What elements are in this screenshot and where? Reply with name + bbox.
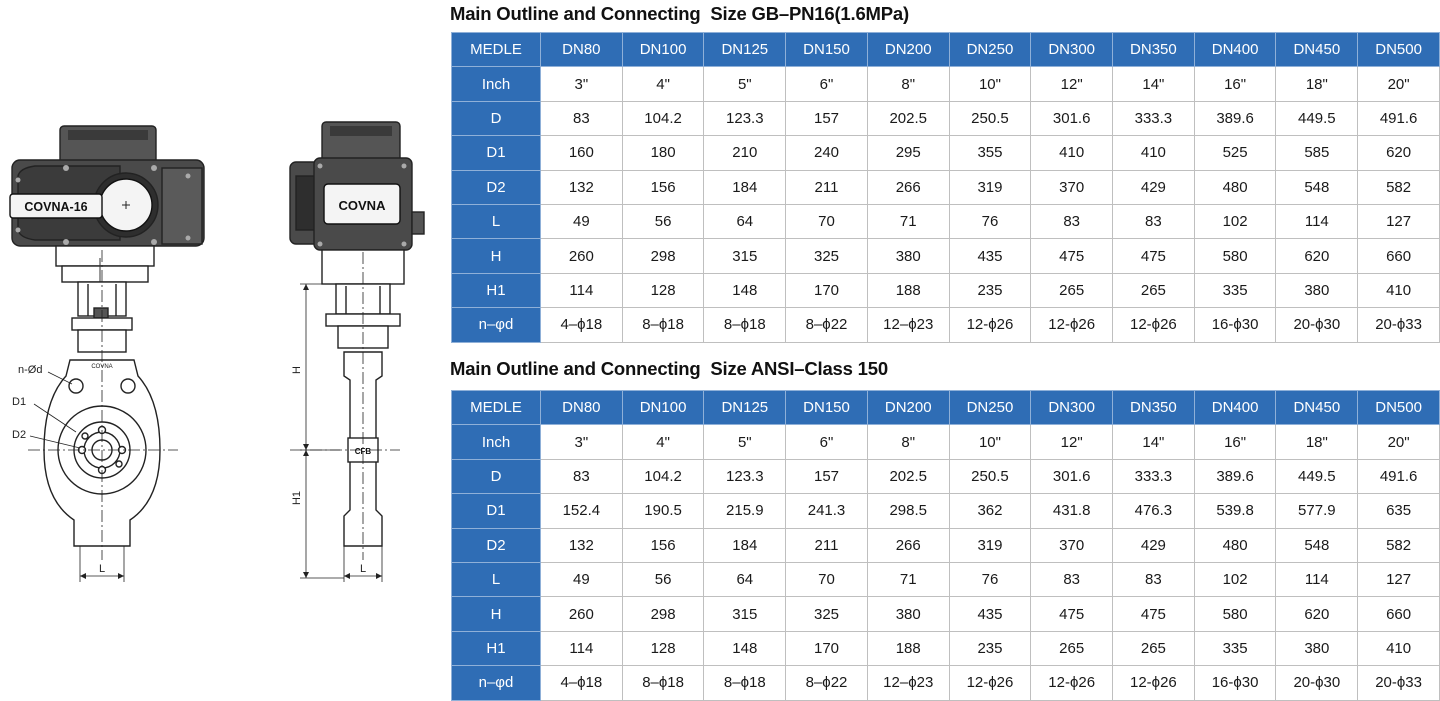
- table-cell: 114: [1276, 562, 1358, 596]
- table-cell: 8–ϕ22: [786, 308, 868, 342]
- table-cell: 12-ϕ26: [1113, 308, 1195, 342]
- table-cell: 389.6: [1194, 459, 1276, 493]
- table-cell: 104.2: [622, 459, 704, 493]
- row-label: D1: [452, 136, 541, 170]
- column-header: DN250: [949, 33, 1031, 67]
- table-row: [452, 666, 1440, 700]
- table-cell: 128: [622, 631, 704, 665]
- side-plate-text: COVNA: [338, 198, 386, 213]
- table-cell: 325: [786, 239, 868, 273]
- table-cell: 265: [1113, 631, 1195, 665]
- table-corner-cell: MEDLE: [452, 33, 541, 67]
- table-cell: 580: [1194, 239, 1276, 273]
- table-cell: 157: [786, 101, 868, 135]
- table-cell: 10": [949, 425, 1031, 459]
- table-cell: 585: [1276, 136, 1358, 170]
- table-cell: 260: [541, 597, 623, 631]
- table-cell: 16-ϕ30: [1194, 666, 1276, 700]
- table-cell: 480: [1194, 528, 1276, 562]
- label-d1: D1: [12, 396, 27, 408]
- table-cell: 132: [541, 528, 623, 562]
- table-cell: 577.9: [1276, 494, 1358, 528]
- table-cell: 184: [704, 528, 786, 562]
- table-cell: 525: [1194, 136, 1276, 170]
- table-cell: 429: [1113, 528, 1195, 562]
- table-cell: 70: [786, 562, 868, 596]
- table-cell: 114: [541, 273, 623, 307]
- table-cell: 370: [1031, 528, 1113, 562]
- table-cell: 16": [1194, 67, 1276, 101]
- table-cell: 170: [786, 273, 868, 307]
- table-cell: 301.6: [1031, 101, 1113, 135]
- table-cell: 476.3: [1113, 494, 1195, 528]
- table-cell: 475: [1031, 597, 1113, 631]
- table-cell: 184: [704, 170, 786, 204]
- table-cell: 12": [1031, 425, 1113, 459]
- table-cell: 435: [949, 597, 1031, 631]
- table-cell: 20-ϕ33: [1358, 308, 1440, 342]
- column-header: DN400: [1194, 391, 1276, 425]
- table-cell: 491.6: [1358, 459, 1440, 493]
- table-cell: 4–ϕ18: [541, 308, 623, 342]
- table-row: [452, 597, 1440, 631]
- table-cell: 202.5: [867, 101, 949, 135]
- table-cell: 102: [1194, 204, 1276, 238]
- table-cell: 12–ϕ23: [867, 666, 949, 700]
- table-cell: 3": [541, 67, 623, 101]
- column-header: DN400: [1194, 33, 1276, 67]
- valve-drawings: [0, 0, 445, 700]
- table-cell: 266: [867, 528, 949, 562]
- table-row: [452, 528, 1440, 562]
- table-cell: 104.2: [622, 101, 704, 135]
- column-header: DN250: [949, 391, 1031, 425]
- table-cell: 660: [1358, 239, 1440, 273]
- table-cell: 548: [1276, 170, 1358, 204]
- table-cell: 235: [949, 631, 1031, 665]
- table-row: [452, 67, 1440, 101]
- table-cell: 3": [541, 425, 623, 459]
- table-cell: 83: [1113, 204, 1195, 238]
- column-header: DN80: [541, 33, 623, 67]
- table-cell: 380: [1276, 631, 1358, 665]
- table-cell: 8–ϕ18: [704, 308, 786, 342]
- table-cell: 6": [786, 425, 868, 459]
- column-header: DN450: [1276, 391, 1358, 425]
- table-cell: 20-ϕ30: [1276, 666, 1358, 700]
- table-title-ansi: Main Outline and Connecting Size ANSI–Class 150: [450, 358, 888, 379]
- table-row: [452, 562, 1440, 596]
- table-cell: 188: [867, 631, 949, 665]
- table-cell: 301.6: [1031, 459, 1113, 493]
- table-cell: 250.5: [949, 459, 1031, 493]
- table-cell: 18": [1276, 425, 1358, 459]
- table-header-row: [452, 391, 1440, 425]
- table-cell: 333.3: [1113, 459, 1195, 493]
- column-header: DN200: [867, 33, 949, 67]
- table-cell: 5": [704, 67, 786, 101]
- table-cell: 491.6: [1358, 101, 1440, 135]
- table-cell: 14": [1113, 425, 1195, 459]
- table-cell: 250.5: [949, 101, 1031, 135]
- column-header: DN150: [786, 391, 868, 425]
- table-cell: 83: [1113, 562, 1195, 596]
- row-label: D2: [452, 528, 541, 562]
- table-cell: 127: [1358, 562, 1440, 596]
- table-cell: 12": [1031, 67, 1113, 101]
- table-cell: 83: [541, 459, 623, 493]
- label-h: H: [291, 366, 303, 374]
- table-cell: 265: [1031, 273, 1113, 307]
- table-cell: 435: [949, 239, 1031, 273]
- row-label: H1: [452, 273, 541, 307]
- table-cell: 4": [622, 425, 704, 459]
- table-row: [452, 239, 1440, 273]
- table-cell: 582: [1358, 528, 1440, 562]
- table-cell: 56: [622, 562, 704, 596]
- table-cell: 580: [1194, 597, 1276, 631]
- row-label: H: [452, 597, 541, 631]
- table-cell: 83: [541, 101, 623, 135]
- table-cell: 132: [541, 170, 623, 204]
- table-cell: 298.5: [867, 494, 949, 528]
- column-header: DN100: [622, 391, 704, 425]
- column-header: DN350: [1113, 33, 1195, 67]
- table-cell: 449.5: [1276, 459, 1358, 493]
- row-label: Inch: [452, 425, 541, 459]
- table-cell: 14": [1113, 67, 1195, 101]
- table-cell: 240: [786, 136, 868, 170]
- table-cell: 211: [786, 170, 868, 204]
- table-cell: 335: [1194, 273, 1276, 307]
- table-cell: 8": [867, 67, 949, 101]
- table-cell: 157: [786, 459, 868, 493]
- table-cell: 71: [867, 562, 949, 596]
- column-header: DN300: [1031, 33, 1113, 67]
- table-row: [452, 308, 1440, 342]
- table-cell: 20-ϕ33: [1358, 666, 1440, 700]
- table-cell: 548: [1276, 528, 1358, 562]
- table-cell: 56: [622, 204, 704, 238]
- table-cell: 475: [1113, 239, 1195, 273]
- table-cell: 410: [1358, 273, 1440, 307]
- table-cell: 202.5: [867, 459, 949, 493]
- table-cell: 127: [1358, 204, 1440, 238]
- table-cell: 10": [949, 67, 1031, 101]
- table-cell: 295: [867, 136, 949, 170]
- table-cell: 380: [867, 597, 949, 631]
- label-d2: D2: [12, 429, 27, 441]
- table-cell: 12-ϕ26: [949, 308, 1031, 342]
- table-cell: 620: [1276, 597, 1358, 631]
- table-cell: 265: [1113, 273, 1195, 307]
- front-view-drawing: [10, 126, 204, 582]
- table-cell: 266: [867, 170, 949, 204]
- table-cell: 160: [541, 136, 623, 170]
- table-cell: 71: [867, 204, 949, 238]
- table-cell: 325: [786, 597, 868, 631]
- table-cell: 8–ϕ22: [786, 666, 868, 700]
- table-cell: 156: [622, 528, 704, 562]
- table-cell: 49: [541, 562, 623, 596]
- table-cell: 4–ϕ18: [541, 666, 623, 700]
- table-cell: 635: [1358, 494, 1440, 528]
- table-row: [452, 101, 1440, 135]
- table-cell: 539.8: [1194, 494, 1276, 528]
- body-mark-front: COVNA: [91, 364, 113, 370]
- table-cell: 49: [541, 204, 623, 238]
- label-l-front: L: [98, 563, 106, 575]
- table-cell: 410: [1031, 136, 1113, 170]
- column-header: DN80: [541, 391, 623, 425]
- body-mark-side: CFB: [354, 447, 372, 456]
- table-cell: 12-ϕ26: [1031, 308, 1113, 342]
- table-cell: 8–ϕ18: [704, 666, 786, 700]
- table-cell: 20-ϕ30: [1276, 308, 1358, 342]
- column-header: DN450: [1276, 33, 1358, 67]
- table-cell: 380: [867, 239, 949, 273]
- table-cell: 156: [622, 170, 704, 204]
- table-cell: 210: [704, 136, 786, 170]
- table-cell: 410: [1113, 136, 1195, 170]
- row-label: L: [452, 204, 541, 238]
- table-cell: 148: [704, 273, 786, 307]
- column-header: DN100: [622, 33, 704, 67]
- table-cell: 170: [786, 631, 868, 665]
- table-cell: 128: [622, 273, 704, 307]
- table-cell: 241.3: [786, 494, 868, 528]
- row-label: D2: [452, 170, 541, 204]
- table-cell: 190.5: [622, 494, 704, 528]
- table-cell: 380: [1276, 273, 1358, 307]
- column-header: DN125: [704, 391, 786, 425]
- spec-table-ansi: [451, 390, 1440, 701]
- table-cell: 429: [1113, 170, 1195, 204]
- table-row: [452, 494, 1440, 528]
- table-row: [452, 204, 1440, 238]
- table-cell: 16": [1194, 425, 1276, 459]
- table-cell: 83: [1031, 204, 1113, 238]
- table-cell: 8": [867, 425, 949, 459]
- table-cell: 315: [704, 597, 786, 631]
- row-label: H: [452, 239, 541, 273]
- table-cell: 355: [949, 136, 1031, 170]
- row-label: n–φd: [452, 308, 541, 342]
- table-cell: 20": [1358, 67, 1440, 101]
- table-cell: 12-ϕ26: [1031, 666, 1113, 700]
- table-cell: 123.3: [704, 101, 786, 135]
- row-label: H1: [452, 631, 541, 665]
- table-header-row: [452, 33, 1440, 67]
- table-cell: 335: [1194, 631, 1276, 665]
- column-header: DN500: [1358, 391, 1440, 425]
- table-cell: 188: [867, 273, 949, 307]
- row-label: D: [452, 101, 541, 135]
- table-cell: 152.4: [541, 494, 623, 528]
- table-cell: 389.6: [1194, 101, 1276, 135]
- column-header: DN500: [1358, 33, 1440, 67]
- front-plate-text: COVNA-16: [24, 200, 88, 214]
- table-row: [452, 170, 1440, 204]
- table-cell: 102: [1194, 562, 1276, 596]
- row-label: L: [452, 562, 541, 596]
- table-cell: 370: [1031, 170, 1113, 204]
- table-cell: 76: [949, 204, 1031, 238]
- table-cell: 83: [1031, 562, 1113, 596]
- table-cell: 211: [786, 528, 868, 562]
- table-cell: 20": [1358, 425, 1440, 459]
- table-cell: 298: [622, 239, 704, 273]
- table-cell: 114: [1276, 204, 1358, 238]
- table-cell: 620: [1276, 239, 1358, 273]
- table-row: [452, 425, 1440, 459]
- table-cell: 148: [704, 631, 786, 665]
- row-label: D1: [452, 494, 541, 528]
- column-header: DN300: [1031, 391, 1113, 425]
- table-row: [452, 631, 1440, 665]
- label-l-side: L: [359, 563, 367, 575]
- table-cell: 5": [704, 425, 786, 459]
- row-label: Inch: [452, 67, 541, 101]
- table-cell: 12-ϕ26: [949, 666, 1031, 700]
- table-cell: 333.3: [1113, 101, 1195, 135]
- table-cell: 114: [541, 631, 623, 665]
- table-cell: 235: [949, 273, 1031, 307]
- table-cell: 480: [1194, 170, 1276, 204]
- table-cell: 410: [1358, 631, 1440, 665]
- table-cell: 319: [949, 528, 1031, 562]
- table-cell: 16-ϕ30: [1194, 308, 1276, 342]
- table-cell: 620: [1358, 136, 1440, 170]
- table-row: [452, 273, 1440, 307]
- table-row: [452, 459, 1440, 493]
- table-cell: 449.5: [1276, 101, 1358, 135]
- table-cell: 6": [786, 67, 868, 101]
- label-h1: H1: [291, 490, 303, 506]
- side-view-drawing: [290, 122, 424, 582]
- table-title-gb: Main Outline and Connecting Size GB–PN16(1.6MPa): [450, 3, 909, 24]
- table-cell: 319: [949, 170, 1031, 204]
- table-cell: 18": [1276, 67, 1358, 101]
- table-cell: 12–ϕ23: [867, 308, 949, 342]
- column-header: DN125: [704, 33, 786, 67]
- column-header: DN200: [867, 391, 949, 425]
- table-cell: 8–ϕ18: [622, 666, 704, 700]
- table-cell: 215.9: [704, 494, 786, 528]
- table-cell: 260: [541, 239, 623, 273]
- table-cell: 298: [622, 597, 704, 631]
- table-corner-cell: MEDLE: [452, 391, 541, 425]
- table-cell: 475: [1031, 239, 1113, 273]
- row-label: n–φd: [452, 666, 541, 700]
- table-cell: 64: [704, 562, 786, 596]
- row-label: D: [452, 459, 541, 493]
- table-cell: 180: [622, 136, 704, 170]
- table-cell: 8–ϕ18: [622, 308, 704, 342]
- table-cell: 123.3: [704, 459, 786, 493]
- table-cell: 660: [1358, 597, 1440, 631]
- table-cell: 431.8: [1031, 494, 1113, 528]
- label-nd: n-Ød: [18, 364, 43, 376]
- table-cell: 64: [704, 204, 786, 238]
- table-cell: 70: [786, 204, 868, 238]
- table-cell: 315: [704, 239, 786, 273]
- table-cell: 362: [949, 494, 1031, 528]
- table-cell: 4": [622, 67, 704, 101]
- table-cell: 12-ϕ26: [1113, 666, 1195, 700]
- spec-table-gb: [451, 32, 1440, 343]
- table-cell: 265: [1031, 631, 1113, 665]
- table-cell: 475: [1113, 597, 1195, 631]
- table-row: [452, 136, 1440, 170]
- column-header: DN350: [1113, 391, 1195, 425]
- column-header: DN150: [786, 33, 868, 67]
- table-cell: 76: [949, 562, 1031, 596]
- table-cell: 582: [1358, 170, 1440, 204]
